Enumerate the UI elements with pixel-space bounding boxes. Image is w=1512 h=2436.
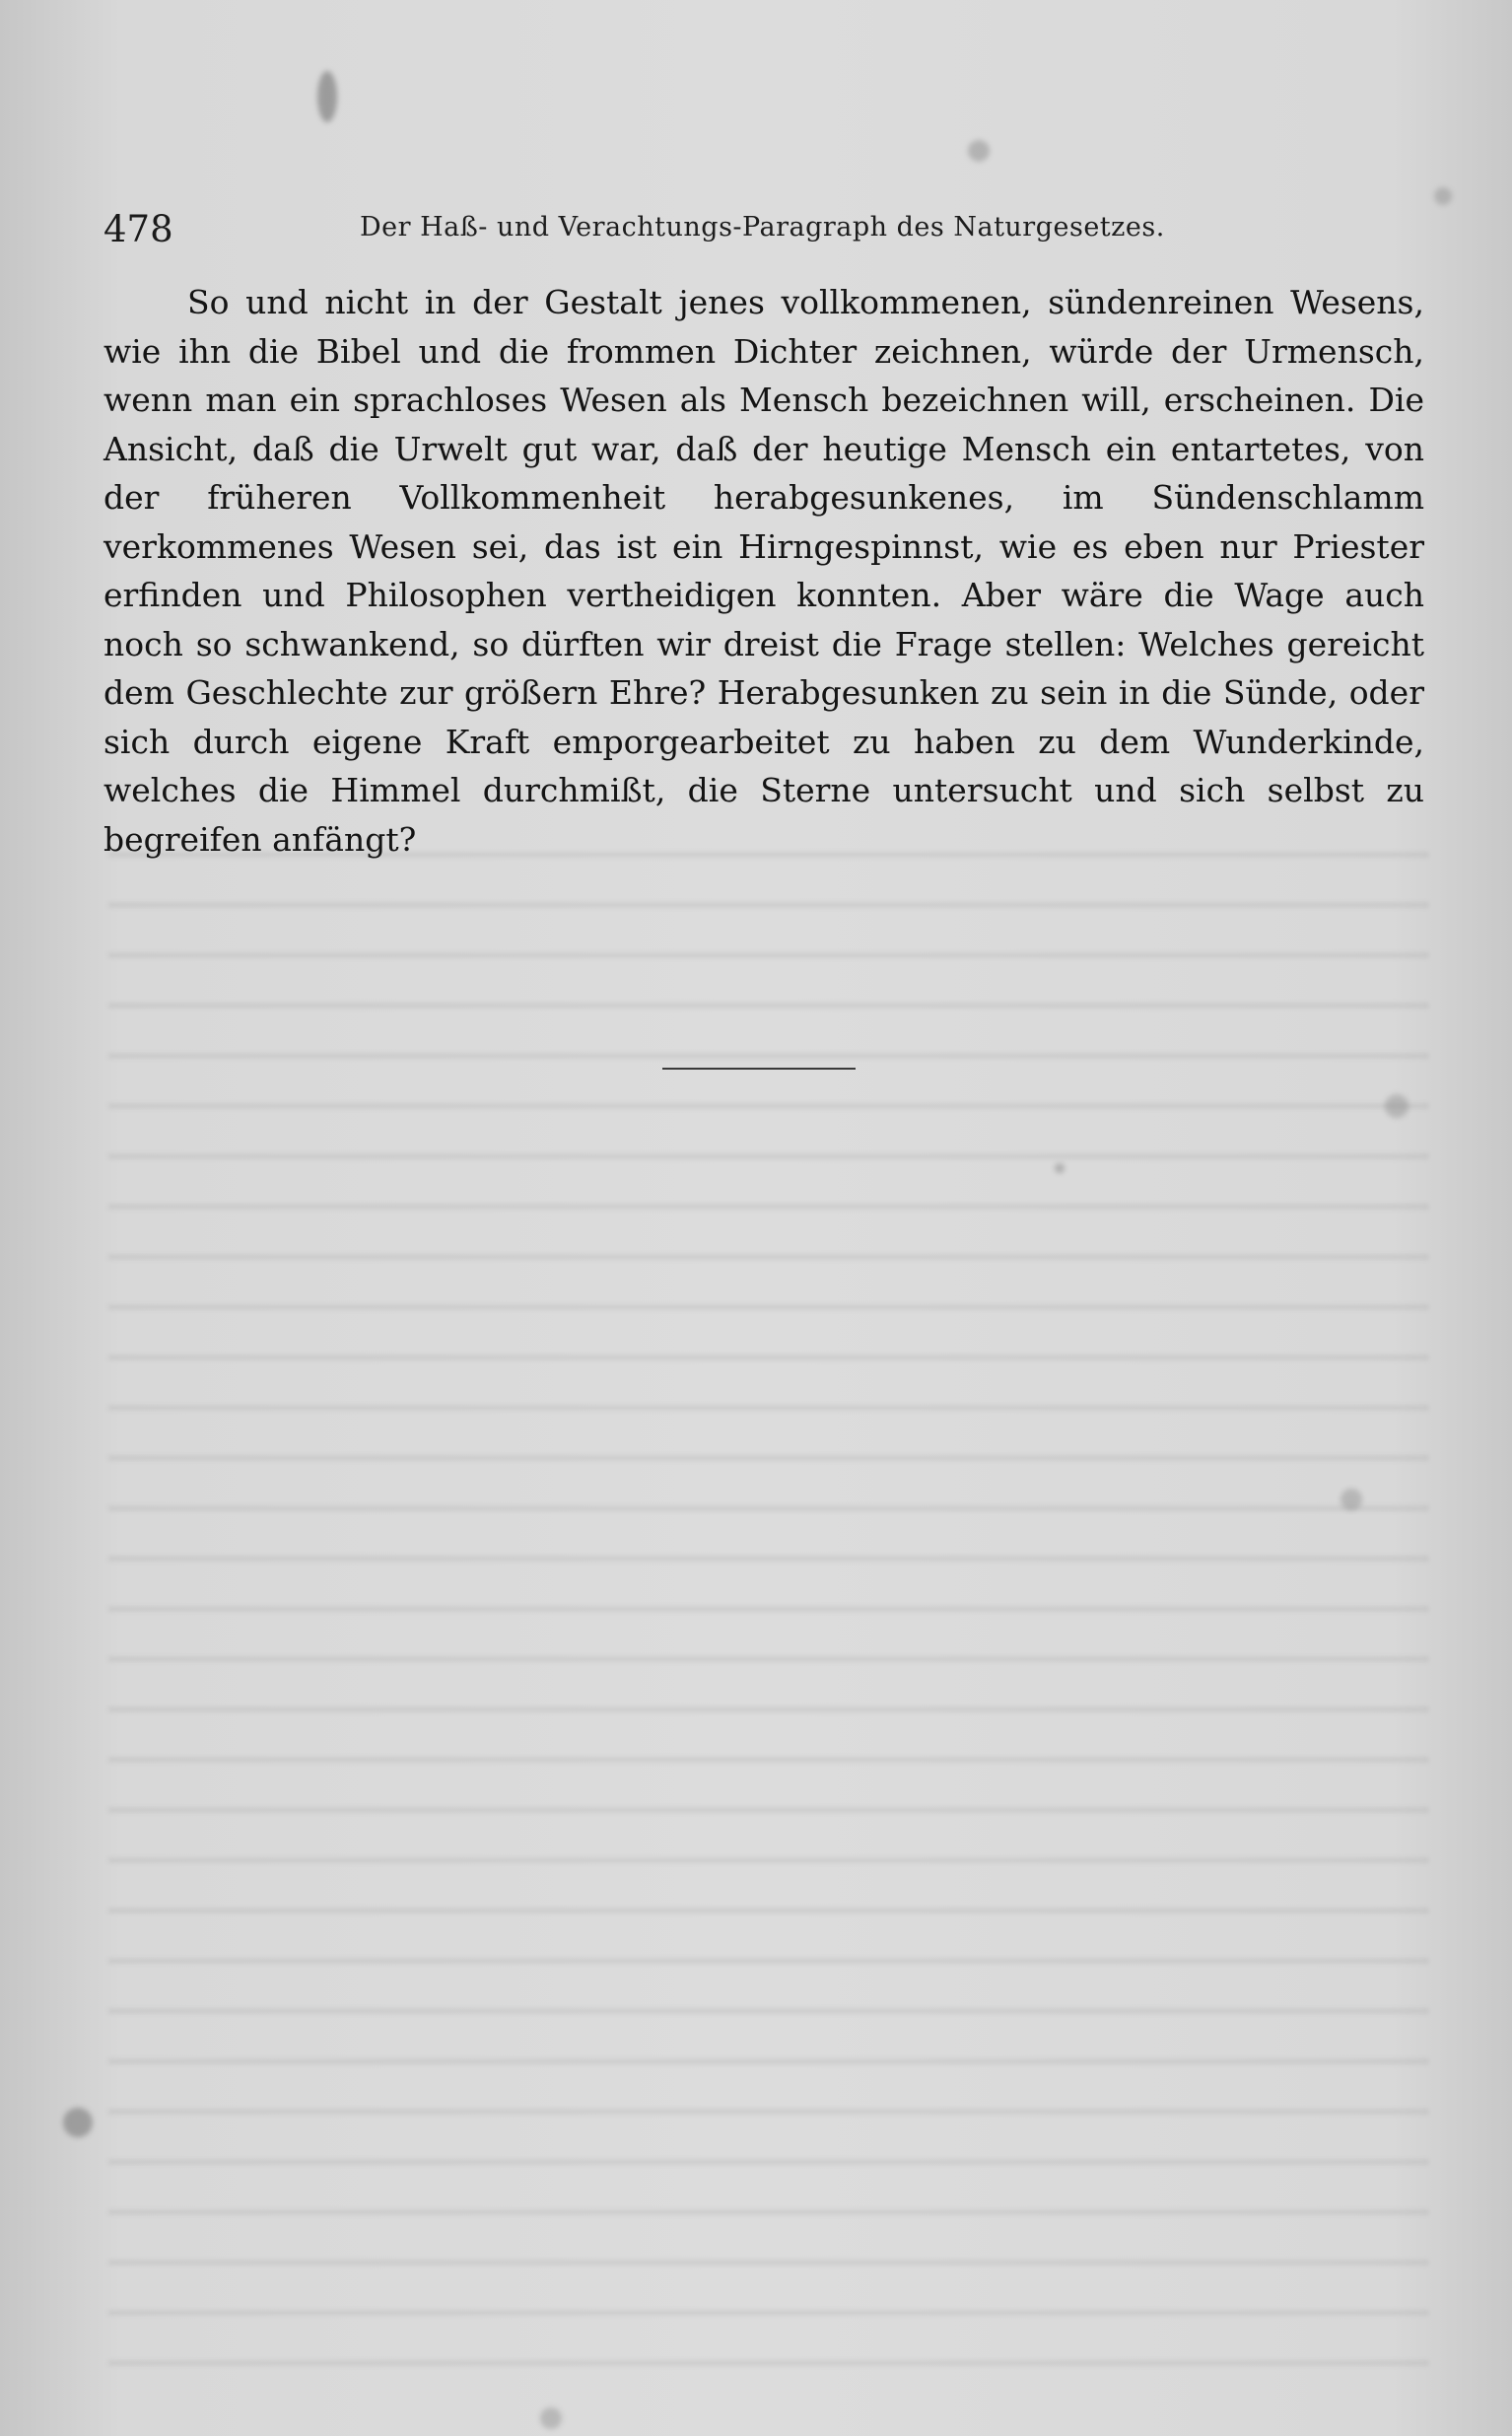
ink-spot	[1385, 1094, 1409, 1118]
ink-spot	[317, 71, 337, 122]
ink-spot	[63, 2108, 93, 2137]
ink-spot	[1434, 187, 1452, 205]
running-head	[103, 202, 1419, 257]
page-number: 478	[103, 208, 173, 250]
ink-spot	[1055, 1163, 1065, 1173]
ink-spot	[968, 140, 990, 162]
show-through-text	[108, 828, 1429, 2366]
ink-spot	[540, 2407, 562, 2429]
ink-spot	[1340, 1489, 1362, 1510]
body-text	[103, 278, 1424, 864]
section-divider	[662, 1068, 856, 1070]
running-title: Der Haß- und Verachtungs-Paragraph des Naturgesetzes.	[360, 212, 1165, 243]
paragraph: So und nicht in der Gestalt jenes vollkommenen, sündenreinen Wesens, wie ihn die Bibel und die frommen Dichter zeichnen, würde der Urmensch, wenn man ein sprachloses Wesen als Mensch bezeichnen will, erscheinen. Die Ansicht, daß die Urwelt gut war, daß der heutige Mensch ein entartetes, von der früheren Vollkommenheit herabgesunkenes, im Sündenschlamm verkommenes Wesen sei, das ist ein Hirngespinnst, wie es eben nur Priester erfinden und Philosophen vertheidigen konnten. Aber wäre die Wage auch noch so schwankend, so dürften wir dreist die Frage stellen: Welches gereicht dem Geschlechte zur größern Ehre? Herabgesunken zu sein in die Sünde, oder sich durch eigene Kraft emporgearbeitet zu haben zu dem Wunderkinde, welches die Himmel durchmißt, die Sterne untersucht und sich selbst zu begreifen anfängt?	[103, 283, 1424, 859]
